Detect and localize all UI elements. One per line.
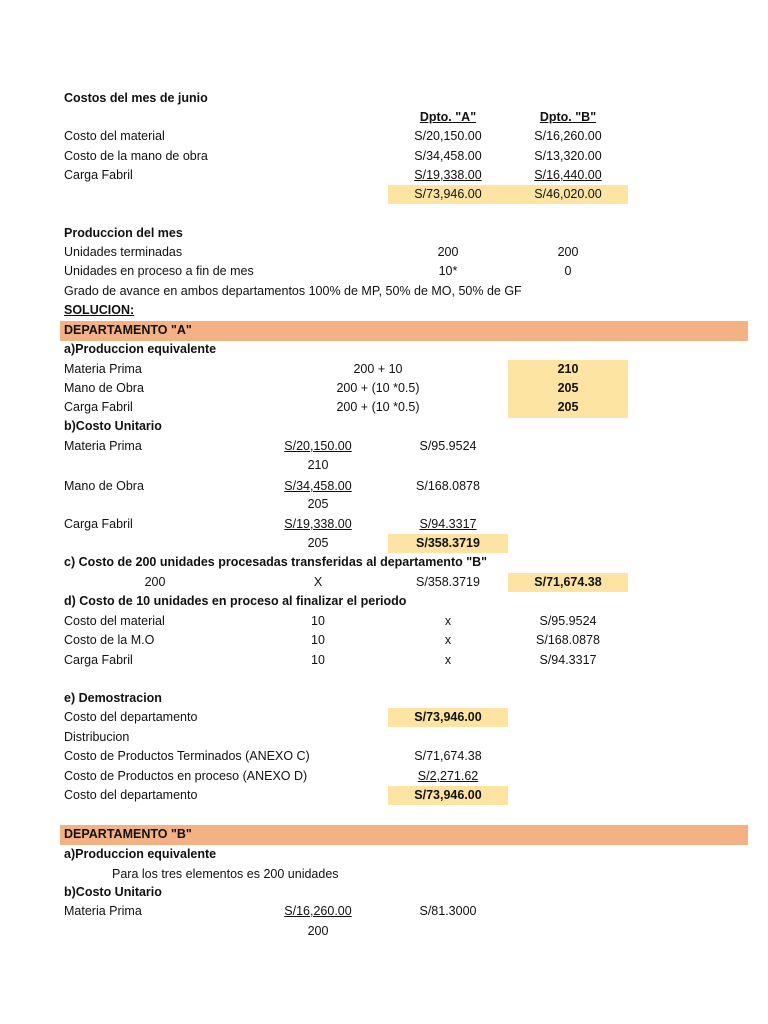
e-total-label: Costo del departamento	[64, 788, 198, 802]
unidades-terminadas-b: 200	[557, 245, 579, 259]
cu-cf-units: 205	[307, 536, 329, 550]
header-dpto-a: Dpto. "A"	[419, 110, 477, 124]
unidades-terminadas-label: Unidades terminadas	[64, 245, 183, 259]
eq-mp-result: 210	[557, 362, 579, 376]
d-mo-x: x	[444, 633, 452, 647]
costo-material-b: S/16,260.00	[534, 129, 602, 143]
unidades-proceso-b: 0	[564, 264, 572, 278]
carga-fabril-a: S/19,338.00	[414, 168, 482, 182]
cu-mo-units: 205	[307, 497, 329, 511]
dept-b-cu-units: 200	[307, 924, 329, 938]
eq-cf-label: Carga Fabril	[64, 400, 133, 414]
e-total-val: S/73,946.00	[414, 788, 482, 802]
cu-mp-label: Materia Prima	[64, 439, 142, 453]
unidades-proceso-a: 10*	[438, 264, 458, 278]
cu-total: S/358.3719	[416, 536, 480, 550]
dept-a-c-title: c) Costo de 200 unidades procesadas transferidas al departamento "B"	[64, 555, 488, 569]
cu-cf-cost: S/19,338.00	[284, 517, 352, 531]
dept-b-eq-note: Para los tres elementos es 200 unidades	[112, 867, 339, 881]
e-pt-val: S/71,674.38	[414, 749, 482, 763]
unidades-terminadas-a: 200	[437, 245, 459, 259]
cu-mp-unit: S/95.9524	[419, 439, 477, 453]
d-cf-x: x	[444, 653, 452, 667]
eq-mo-formula: 200 + (10 *0.5)	[336, 381, 420, 395]
eq-cf-result: 205	[557, 400, 579, 414]
costo-mano-obra-b: S/13,320.00	[534, 149, 602, 163]
c-unit-cost: S/358.3719	[416, 575, 480, 589]
cu-cf-unit: S/94.3317	[419, 517, 477, 531]
grado-avance-note: Grado de avance en ambos departamentos 100% de MP, 50% de MO, 50% de GF	[64, 284, 522, 298]
header-dpto-b: Dpto. "B"	[539, 110, 597, 124]
c-qty: 200	[144, 575, 166, 589]
cu-mo-cost: S/34,458.00	[284, 479, 352, 493]
dept-a-e-title: e) Demostracion	[64, 691, 162, 705]
dept-b-cu-unit: S/81.3000	[419, 904, 477, 918]
cu-mo-label: Mano de Obra	[64, 479, 144, 493]
e-costo-label: Costo del departamento	[64, 710, 198, 724]
solucion-heading: SOLUCION:	[64, 303, 135, 317]
costo-mano-obra-label: Costo de la mano de obra	[64, 149, 208, 163]
e-pt-label: Costo de Productos Terminados (ANEXO C)	[64, 749, 310, 763]
cu-cf-label: Carga Fabril	[64, 517, 133, 531]
dept-a-eq-title: a)Produccion equivalente	[64, 342, 217, 356]
total-a: S/73,946.00	[414, 187, 482, 201]
costo-material-a: S/20,150.00	[414, 129, 482, 143]
cu-mp-units: 210	[307, 458, 329, 472]
d-cf-qty: 10	[311, 653, 325, 667]
dept-a-title: DEPARTAMENTO "A"	[64, 323, 192, 337]
d-mo-label: Costo de la M.O	[64, 633, 155, 647]
dept-b-cu-title: b)Costo Unitario	[64, 885, 162, 899]
cu-mp-cost: S/20,150.00	[284, 439, 352, 453]
carga-fabril-label: Carga Fabril	[64, 168, 133, 182]
e-pp-label: Costo de Productos en proceso (ANEXO D)	[64, 769, 308, 783]
carga-fabril-b: S/16,440.00	[534, 168, 602, 182]
cu-mo-unit: S/168.0878	[416, 479, 480, 493]
e-pp-val: S/2,271.62	[417, 769, 479, 783]
d-material-x: x	[444, 614, 452, 628]
dept-a-d-title: d) Costo de 10 unidades en proceso al finalizar el periodo	[64, 594, 407, 608]
e-costo-val: S/73,946.00	[414, 710, 482, 724]
d-material-label: Costo del material	[64, 614, 165, 628]
eq-mo-result: 205	[557, 381, 579, 395]
total-b: S/46,020.00	[534, 187, 602, 201]
eq-mp-formula: 200 + 10	[353, 362, 403, 376]
d-material-qty: 10	[311, 614, 325, 628]
e-distribucion: Distribucion	[64, 730, 130, 744]
eq-mo-label: Mano de Obra	[64, 381, 144, 395]
eq-mp-label: Materia Prima	[64, 362, 142, 376]
costo-material-label: Costo del material	[64, 129, 165, 143]
dept-b-title: DEPARTAMENTO "B"	[64, 827, 192, 841]
d-cf-label: Carga Fabril	[64, 653, 133, 667]
c-multiply: X	[313, 575, 323, 589]
eq-cf-formula: 200 + (10 *0.5)	[336, 400, 420, 414]
dept-b-eq-title: a)Produccion equivalente	[64, 847, 217, 861]
d-mo-qty: 10	[311, 633, 325, 647]
produccion-title: Produccion del mes	[64, 226, 183, 240]
dept-b-cu-cost: S/16,260.00	[284, 904, 352, 918]
dept-b-cu-label: Materia Prima	[64, 904, 142, 918]
d-mo-val: S/168.0878	[536, 633, 600, 647]
d-cf-val: S/94.3317	[539, 653, 597, 667]
costos-title: Costos del mes de junio	[64, 91, 208, 105]
c-total: S/71,674.38	[534, 575, 602, 589]
dept-a-cu-title: b)Costo Unitario	[64, 419, 162, 433]
unidades-proceso-label: Unidades en proceso a fin de mes	[64, 264, 254, 278]
d-material-val: S/95.9524	[539, 614, 597, 628]
costo-mano-obra-a: S/34,458.00	[414, 149, 482, 163]
